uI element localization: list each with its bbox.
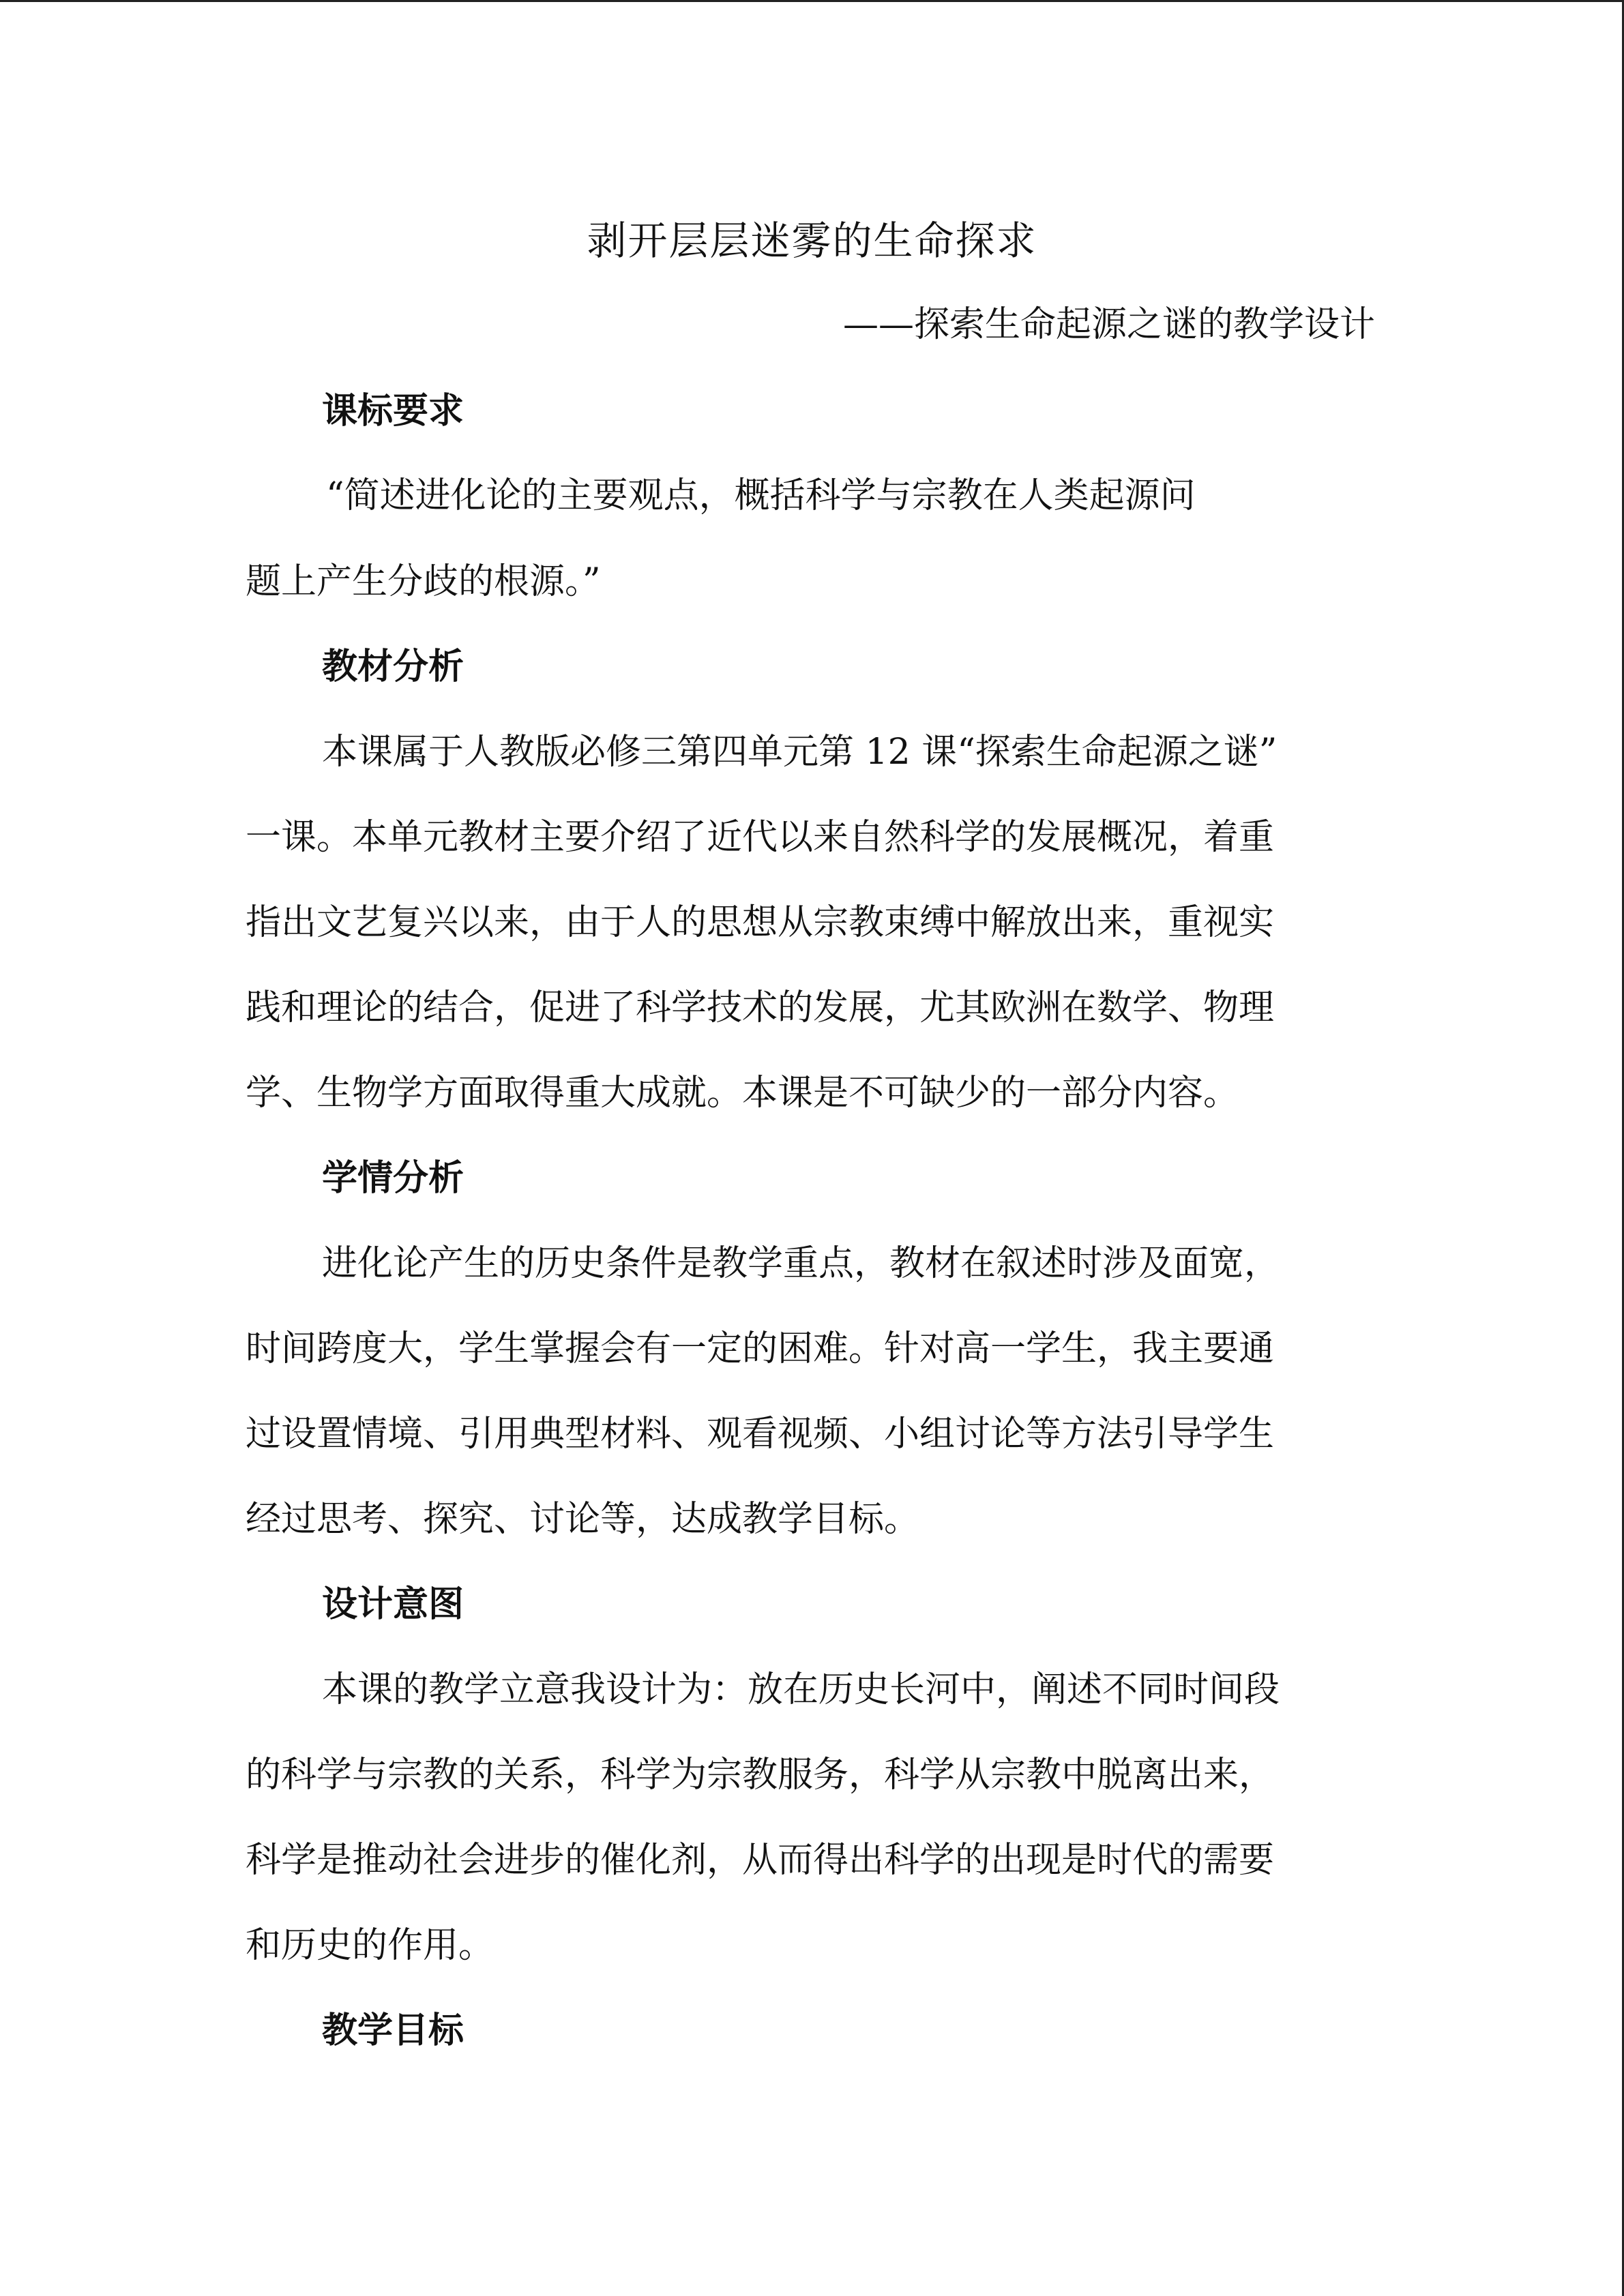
- document-title: 剥开层层迷雾的生命探求: [587, 218, 1037, 264]
- paragraph-line: 科学是推动社会进步的催化剂，从而得出科学的出现是时代的需要: [246, 1840, 1275, 1881]
- paragraph-line: “简述进化论的主要观点，概括科学与宗教在人类起源问: [326, 475, 1196, 516]
- section-heading-objectives: 教学目标: [322, 2010, 464, 2051]
- section-heading-design: 设计意图: [322, 1584, 464, 1625]
- section-heading-textbook: 教材分析: [322, 646, 464, 687]
- paragraph-line: 学、生物学方面取得重大成就。本课是不可缺少的一部分内容。: [246, 1073, 1239, 1114]
- paragraph-line: 时间跨度大，学生掌握会有一定的困难。针对高一学生，我主要通: [246, 1328, 1275, 1369]
- paragraph-line: 本课的教学立意我设计为：放在历史长河中，阐述不同时间段: [322, 1669, 1280, 1710]
- paragraph-line: 一课。本单元教材主要介绍了近代以来自然科学的发展概况，着重: [246, 817, 1275, 858]
- paragraph-line: 的科学与宗教的关系，科学为宗教服务，科学从宗教中脱离出来，: [246, 1755, 1275, 1795]
- paragraph-line: 践和理论的结合，促进了科学技术的发展，尤其欧洲在数学、物理: [246, 987, 1275, 1028]
- document-subtitle: ——探索生命起源之谜的教学设计: [842, 304, 1375, 345]
- paragraph-line: 经过思考、探究、讨论等，达成教学目标。: [246, 1499, 920, 1540]
- section-heading-curriculum: 课标要求: [322, 391, 464, 432]
- paragraph-line: 指出文艺复兴以来，由于人的思想从宗教束缚中解放出来，重视实: [246, 902, 1275, 943]
- section-heading-learners: 学情分析: [322, 1158, 464, 1199]
- paragraph-line: 进化论产生的历史条件是教学重点，教材在叙述时涉及面宽，: [322, 1243, 1280, 1284]
- paragraph-line: 题上产生分歧的根源。”: [246, 561, 601, 602]
- paragraph-line: 过设置情境、引用典型材料、观看视频、小组讨论等方法引导学生: [246, 1414, 1275, 1455]
- paragraph-line: 本课属于人教版必修三第四单元第 12 课“探索生命起源之谜”: [322, 732, 1278, 773]
- paragraph-line: 和历史的作用。: [246, 1925, 494, 1966]
